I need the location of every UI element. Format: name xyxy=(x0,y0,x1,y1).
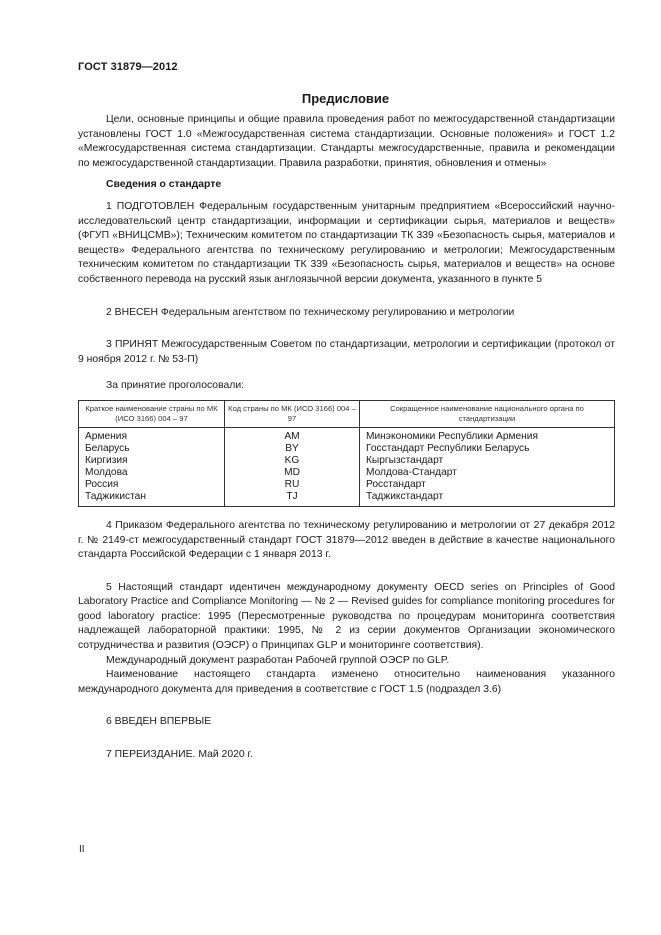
cell-country: Киргизия xyxy=(79,455,225,467)
cell-body: Госстандарт Республики Беларусь xyxy=(360,443,615,455)
cell-country: Россия xyxy=(79,479,225,491)
document-id-header: ГОСТ 31879—2012 xyxy=(78,61,178,73)
item-3-adopted: 3 ПРИНЯТ Межгосударственным Советом по стандартизации, метрологии и сертификации (протокол от 9 ноября 2012 г. № 53-П) xyxy=(78,339,615,365)
col-header-code: Код страны по МК (ИСО 3166) 004 – 97 xyxy=(225,400,360,427)
table-row xyxy=(79,467,615,479)
item-5-working-group: Международный документ разработан Рабочей группой ОЭСР по GLP. xyxy=(106,654,450,666)
item-2-submitted: 2 ВНЕСЕН Федеральным агентством по техническому регулированию и метрологии xyxy=(106,306,515,318)
cell-country: Таджикистан xyxy=(79,491,225,507)
item-6-introduced: 6 ВВЕДЕН ВПЕРВЫЕ xyxy=(106,716,212,728)
col-header-body: Сокращенное наименование национального органа по стандартизации xyxy=(360,400,615,427)
foreword-body xyxy=(78,113,615,763)
cell-code: AM xyxy=(225,427,360,443)
cell-country: Беларусь xyxy=(79,443,225,455)
vote-caption: За принятие проголосовали: xyxy=(106,380,245,392)
intro-paragraph: Цели, основные принципы и общие правила проведения работ по межгосударственной стандартизации установлены ГОСТ 1.0 «Межгосударственная система стандартизации. Основные положения» и ГОСТ 1.2 «Межгосударственная система стандартизации. Стандарты межгосударственные, правила и рекомендации по межгосударственной стандартизации. Правила разработки, принятия, обновления и отмены» xyxy=(78,114,615,169)
cell-body: Молдова-Стандарт xyxy=(360,467,615,479)
cell-body: Таджикстандарт xyxy=(360,491,615,507)
cell-code: RU xyxy=(225,479,360,491)
cell-code: TJ xyxy=(225,491,360,507)
item-5-identical: 5 Настоящий стандарт идентичен международному документу OECD series on Principles of Good Laboratory Practice and Compliance Monitoring — № 2 — Revised guides for compliance monitoring procedures for good laboratory practice: 1995 (Пересмотренные руководства по процедурам мониторинга соответствия надлежащей лабораторной практики: 1995, № 2 из серии документов Организации экономического сотрудничества и развития (ОЭСР) о Принципах GLP и мониторинге соответствия). xyxy=(78,581,615,652)
cell-code: KG xyxy=(225,455,360,467)
table-row xyxy=(79,443,615,455)
cell-country: Молдова xyxy=(79,467,225,479)
table-header-row xyxy=(79,400,615,427)
item-4-order: 4 Приказом Федерального агентства по техническому регулированию и метрологии от 27 декабря 2012 г. № 2149-ст межгосударственный стандарт ГОСТ 31879—2012 введен в действие в качестве национального стандарта Российской Федерации с 1 января 2013 г. xyxy=(78,519,615,561)
item-7-reissue: 7 ПЕРЕИЗДАНИЕ. Май 2020 г. xyxy=(106,749,253,761)
cell-body: Кыргызстандарт xyxy=(360,455,615,467)
table-row xyxy=(79,491,615,507)
col-header-country: Краткое наименование страны по МК (ИСО 3166) 004 – 97 xyxy=(79,400,225,427)
voting-countries-table xyxy=(78,400,615,507)
page-number: II xyxy=(79,844,85,855)
cell-code: MD xyxy=(225,467,360,479)
standard-info-heading: Сведения о стандарте xyxy=(106,179,222,191)
cell-body: Минэкономики Республики Армения xyxy=(360,427,615,443)
table-row xyxy=(79,427,615,443)
section-title: Предисловие xyxy=(301,91,390,106)
item-5-title-change: Наименование настоящего стандарта изменено относительно наименования указанного международного документа для приведения в соответствие с ГОСТ 1.5 (подраздел 3.6) xyxy=(78,669,615,695)
table-row xyxy=(79,479,615,491)
table-row xyxy=(79,455,615,467)
cell-code: BY xyxy=(225,443,360,455)
cell-country: Армения xyxy=(79,427,225,443)
cell-body: Росстандарт xyxy=(360,479,615,491)
item-1-prepared: 1 ПОДГОТОВЛЕН Федеральным государственным унитарным предприятием «Всероссийский научно-исследовательский центр стандартизации, информации и сертификации сырья, материалов и веществ» (ФГУП «ВНИЦСМВ»); Техническим комитетом по стандартизации ТК 339 «Безопасность сырья, материалов и веществ» Федерального агентства по техническому регулированию и метрологии; Межгосударственным техническим комитетом по стандартизации ТК 339 «Безопасность сырья, материалов и веществ» на основе собственного перевода на русский язык англоязычной версии документа, указанного в пункте 5 xyxy=(78,200,615,285)
